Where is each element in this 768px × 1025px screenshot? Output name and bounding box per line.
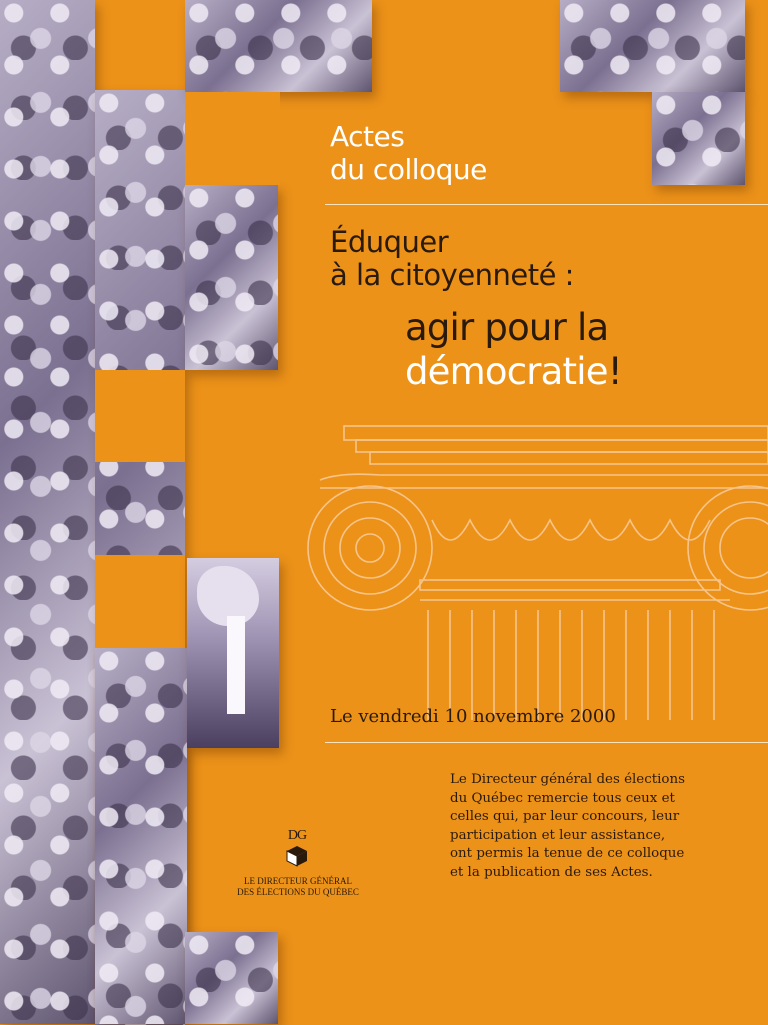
crowd-photo-block-bottom (185, 932, 278, 1024)
crowd-photo-block-low (95, 648, 187, 1024)
crowd-photo-block-mid (185, 185, 278, 370)
crowd-photo-top-right-lower (652, 92, 745, 185)
thanks-line-4: participation et leur assistance, (450, 827, 666, 843)
dgeq-logo (283, 828, 311, 872)
logo-line-2: DES ÉLECTIONS DU QUÉBEC (237, 887, 359, 897)
crowd-photo-strip-top (185, 0, 372, 92)
thanks-paragraph (450, 771, 685, 882)
logo-monogram: DG (287, 828, 307, 843)
headline (405, 306, 622, 394)
headline-line-1: agir pour la (405, 306, 609, 349)
subtitle (330, 120, 487, 186)
headline-word: démocratie (405, 350, 608, 393)
headline-exclaim: ! (607, 350, 622, 393)
headline-line-2 (405, 350, 622, 394)
ionic-column-icon (300, 420, 768, 720)
thanks-line-3: celles qui, par leur concours, leur (450, 809, 680, 824)
subtitle-line-1: Actes (330, 120, 405, 153)
ballot-card (227, 616, 245, 714)
thanks-line-2: du Québec remercie tous ceux et (450, 790, 675, 806)
ballot-photo (187, 558, 279, 748)
thanks-line-1: Le Directeur général des élections (450, 772, 685, 787)
divider-top (325, 204, 768, 205)
title-line-1: Éduquer (330, 225, 449, 259)
main-title (330, 226, 574, 292)
orange-block-2 (95, 555, 185, 648)
logo-line-1: LE DIRECTEUR GÉNÉRAL (244, 876, 352, 886)
divider-bottom (325, 742, 768, 743)
logo-caption (210, 876, 386, 898)
thanks-line-5: ont permis la tenue de ce colloque (450, 846, 685, 861)
orange-block-1 (95, 370, 185, 462)
title-line-2: à la citoyenneté : (330, 258, 574, 292)
crowd-photo-top-right (560, 0, 745, 92)
orange-block-3 (185, 92, 280, 185)
thanks-line-6: et la publication de ses Actes. (450, 864, 653, 880)
subtitle-line-2: du colloque (330, 153, 487, 186)
event-date: Le vendredi 10 novembre 2000 (330, 706, 616, 727)
crowd-photo-left (0, 0, 95, 1024)
ballot-box-icon (283, 844, 311, 868)
